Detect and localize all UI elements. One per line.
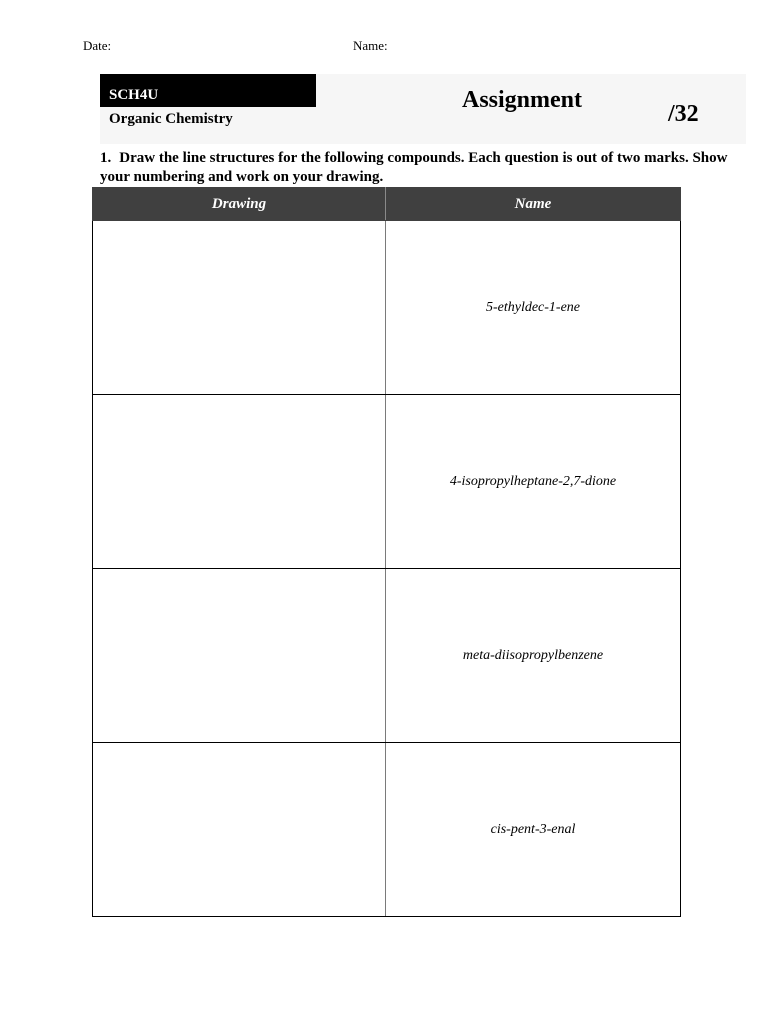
column-header-name: Name (386, 188, 681, 221)
course-code: SCH4U (100, 74, 316, 107)
drawing-area[interactable] (93, 395, 386, 569)
compound-name: meta-diisopropylbenzene (386, 569, 681, 743)
table-row (93, 395, 681, 569)
name-label: Name: (353, 38, 388, 53)
drawing-area[interactable] (93, 569, 386, 743)
table-header-row (93, 188, 681, 221)
question-number: 1. (100, 150, 112, 166)
compound-name: 4-isopropylheptane-2,7-dione (386, 395, 681, 569)
drawing-area[interactable] (93, 743, 386, 917)
table-row (93, 569, 681, 743)
subject-title: Organic Chemistry (109, 111, 233, 127)
column-header-drawing: Drawing (93, 188, 386, 221)
table-row (93, 743, 681, 917)
assignment-title: Assignment (462, 87, 583, 113)
compound-name: 5-ethyldec-1-ene (386, 221, 681, 395)
drawing-area[interactable] (93, 221, 386, 395)
question-instructions (100, 149, 740, 187)
date-label: Date: (83, 38, 112, 53)
table-row (93, 221, 681, 395)
compound-name: cis-pent-3-enal (386, 743, 681, 917)
compound-table (92, 187, 681, 917)
question-text: Draw the line structures for the following compounds. Each question is out of two marks. Show your numbering and work on your drawing. (100, 150, 728, 185)
total-score: /32 (668, 101, 699, 127)
